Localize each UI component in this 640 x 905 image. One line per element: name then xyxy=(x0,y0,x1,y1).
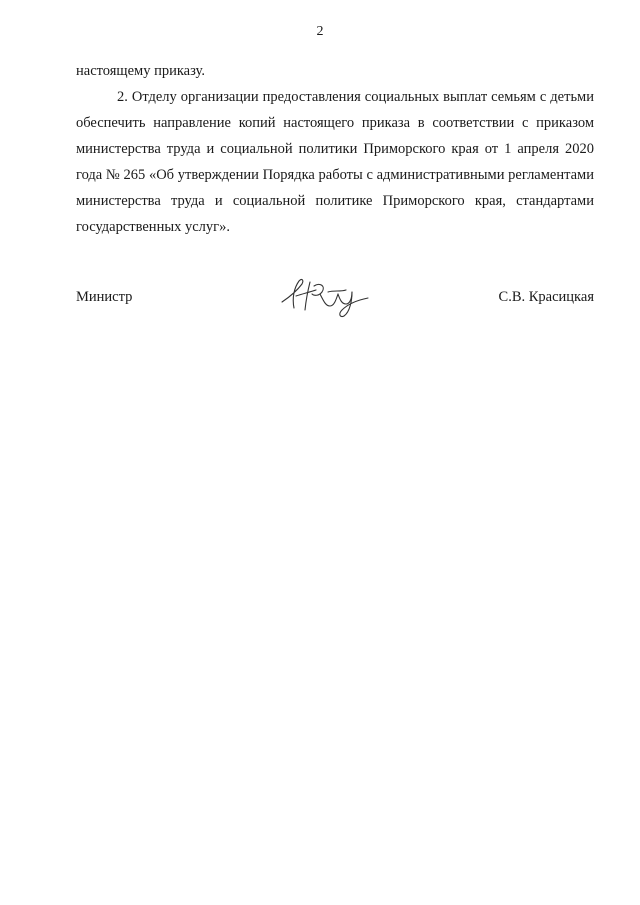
signatory-title: Министр xyxy=(76,289,133,305)
signatory-name: С.В. Красицкая xyxy=(498,289,594,305)
continuation-line: настоящему приказу. xyxy=(76,63,205,79)
paragraph-2: 2. Отделу организации предоставления социальных выплат семьям с детьми обеспечить направление копий настоящего приказа в соответствии с приказом министерства труда и социальной политики Приморского края от 1 апреля 2020 года № 265 «Об утверждении Порядка работы с административными регламентами министерства труда и социальной политике Приморского края, стандартами государственных услуг». xyxy=(76,89,594,235)
signature-block xyxy=(76,284,594,334)
handwritten-signature xyxy=(276,272,376,322)
page-number: 2 xyxy=(316,24,324,39)
